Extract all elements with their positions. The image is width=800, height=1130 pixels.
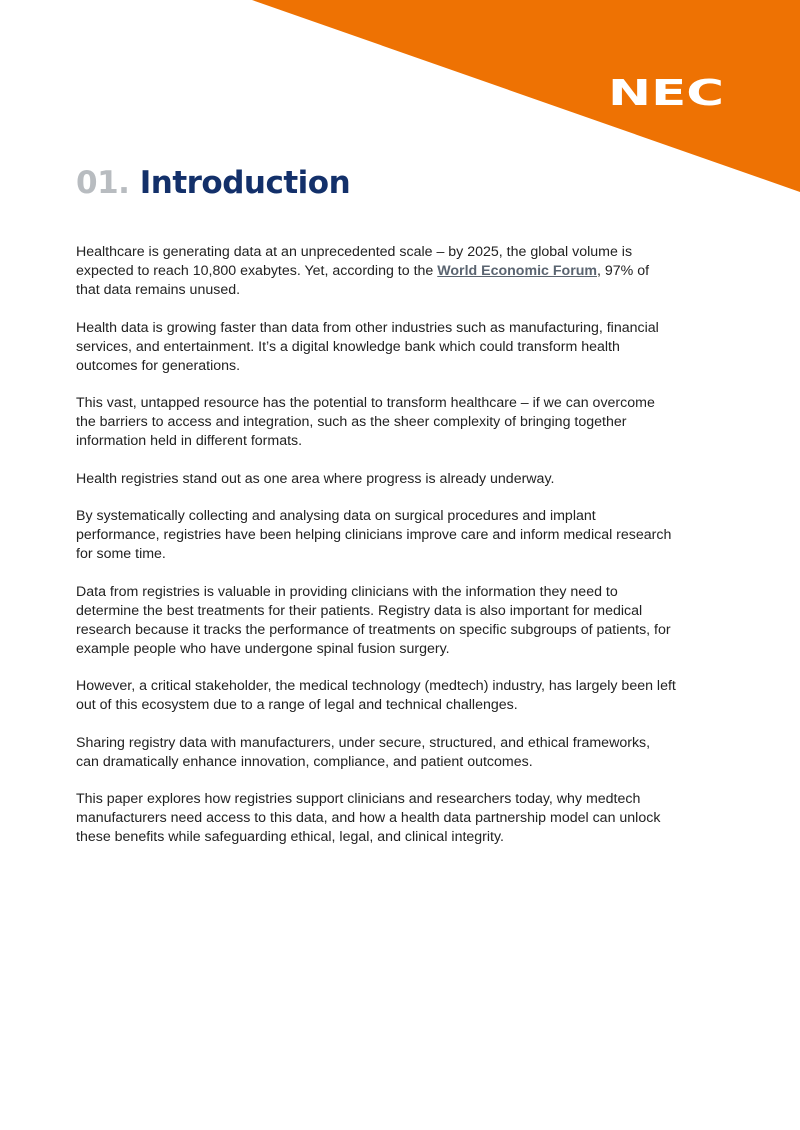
paragraph-9: This paper explores how registries support clinicians and researchers today, why medtech manufacturers need access to this data, and how a health data partnership model can unlock these benefits while safeguarding ethical, legal, and clinical integrity. <box>76 791 661 845</box>
nec-logo-text: NEC <box>608 73 724 112</box>
paragraph-8: Sharing registry data with manufacturers, under secure, structured, and ethical frameworks, can dramatically enhance innovation, compliance, and patient outcomes. <box>76 734 651 770</box>
paragraph-5: By systematically collecting and analysing data on surgical procedures and implant performance, registries have been helping clinicians improve care and inform medical research for some time. <box>76 508 672 562</box>
nec-logo <box>606 72 726 112</box>
paragraph-7: However, a critical stakeholder, the medical technology (medtech) industry, has largely been left out of this ecosystem due to a range of legal and technical challenges. <box>76 678 676 713</box>
section-title: Introduction <box>139 165 351 201</box>
body-text <box>76 243 676 866</box>
paragraph-1 <box>76 243 676 300</box>
section-number: 01. <box>76 165 130 201</box>
paragraph-2: Health data is growing faster than data from other industries such as manufacturing, financial services, and entertainment. It’s a digital knowledge bank which could transform health outcomes for generations. <box>76 319 659 374</box>
paragraph-3: This vast, untapped resource has the potential to transform healthcare – if we can overcome the barriers to access and integration, such as the sheer complexity of bringing together information held in different formats. <box>76 395 655 449</box>
world-economic-forum-link[interactable]: World Economic Forum <box>437 263 597 279</box>
paragraph-1-text-start: Healthcare is generating data at an unprecedented scale – by 2025, the global volume is expected to reach 10,800 exabytes. Yet, according to the <box>76 244 633 279</box>
paragraph-1-text-end: , 97% of that data remains unused. <box>76 263 650 298</box>
paragraph-6: Data from registries is valuable in providing clinicians with the information they need to determine the best treatments for their patients. Registry data is also important for medical research because it tracks the performance of treatments on specific subgroups of patients, for example people who have undergone spinal fusion surgery. <box>76 583 671 657</box>
section-heading <box>76 160 350 206</box>
paragraph-4: Health registries stand out as one area where progress is already underway. <box>76 470 555 487</box>
